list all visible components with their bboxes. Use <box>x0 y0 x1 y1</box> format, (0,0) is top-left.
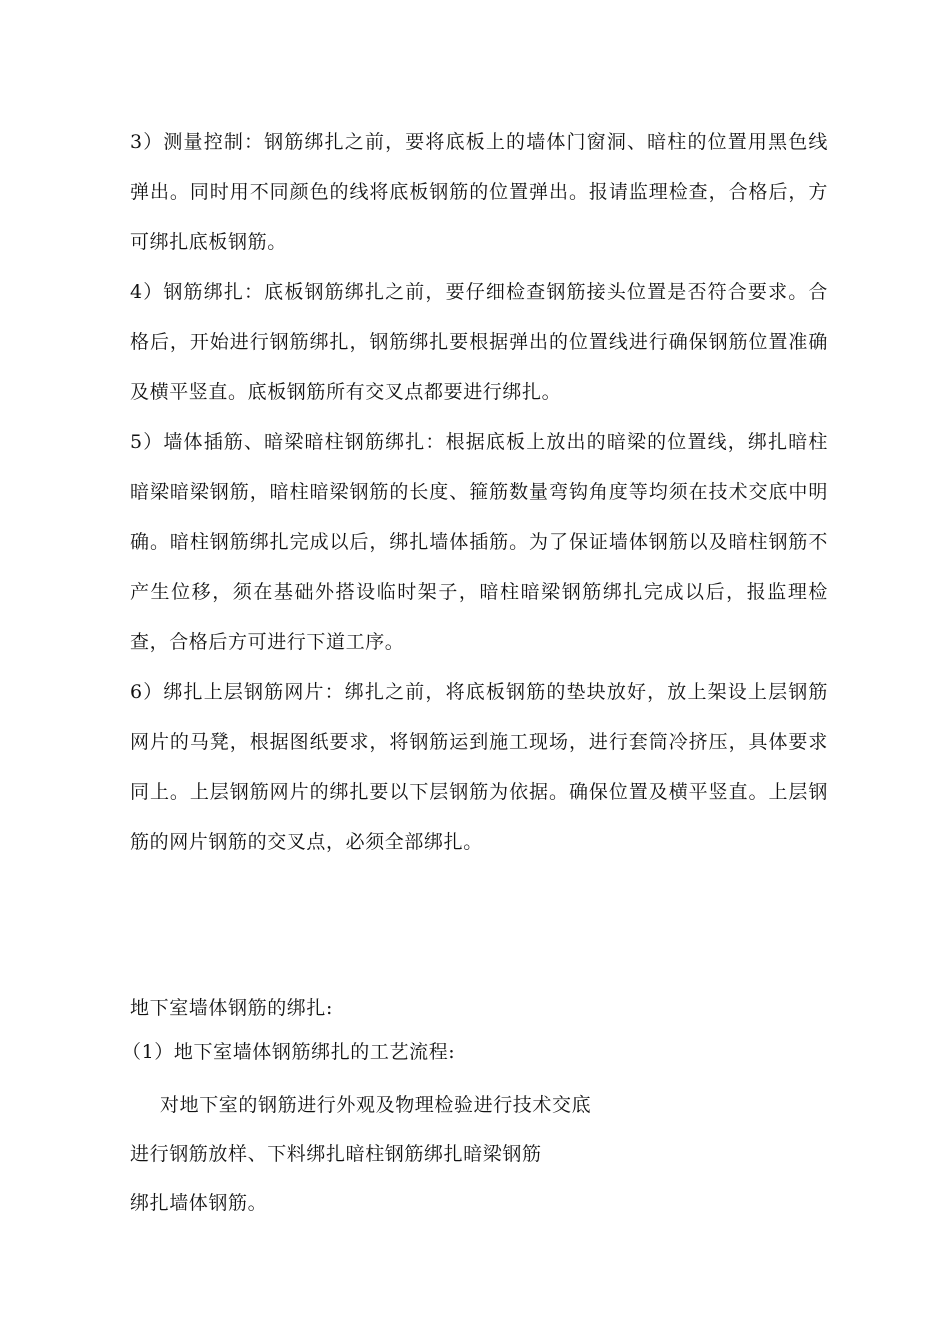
flow-line: 进行钢筋放样、下料绑扎暗柱钢筋绑扎暗梁钢筋 <box>130 1143 542 1165</box>
flow-line: 绑扎墙体钢筋。 <box>130 1192 268 1214</box>
section-heading: 地下室墙体钢筋的绑扎: <box>130 997 334 1019</box>
section-subheading: （1）地下室墙体钢筋绑扎的工艺流程: <box>122 1041 456 1063</box>
paragraph-wall-dowel-binding: 5）墙体插筋、暗梁暗柱钢筋绑扎：根据底板上放出的暗梁的位置线，绑扎暗柱暗梁暗梁钢筋，暗柱暗梁钢筋的长度、箍筋数量弯钩角度等均须在技术交底中明确。暗柱钢筋绑扎完成以后，绑扎墙体插筋。为了保证墙体钢筋以及暗柱钢筋不产生位移，须在基础外搭设临时架子，暗柱暗梁钢筋绑扎完成以后，报监理检查，合格后方可进行下道工序。 <box>130 431 828 653</box>
paragraph-rebar-binding: 4）钢筋绑扎：底板钢筋绑扎之前，要仔细检查钢筋接头位置是否符合要求。合格后，开始进行钢筋绑扎，钢筋绑扎要根据弹出的位置线进行确保钢筋位置准确及横平竖直。底板钢筋所有交叉点都要进行绑扎。 <box>130 281 828 403</box>
flow-line: 对地下室的钢筋进行外观及物理检验进行技术交底 <box>160 1094 592 1116</box>
paragraph-measurement-control: 3）测量控制：钢筋绑扎之前，要将底板上的墙体门窗洞、暗柱的位置用黑色线弹出。同时用不同颜色的线将底板钢筋的位置弹出。报请监理检查，合格后，方可绑扎底板钢筋。 <box>130 131 828 253</box>
paragraph-upper-mesh-binding: 6）绑扎上层钢筋网片：绑扎之前，将底板钢筋的垫块放好，放上架设上层钢筋网片的马凳，根据图纸要求，将钢筋运到施工现场，进行套筒冷挤压，具体要求同上。上层钢筋网片的绑扎要以下层钢筋为依据。确保位置及横平竖直。上层钢筋的网片钢筋的交叉点，必须全部绑扎。 <box>130 681 828 853</box>
